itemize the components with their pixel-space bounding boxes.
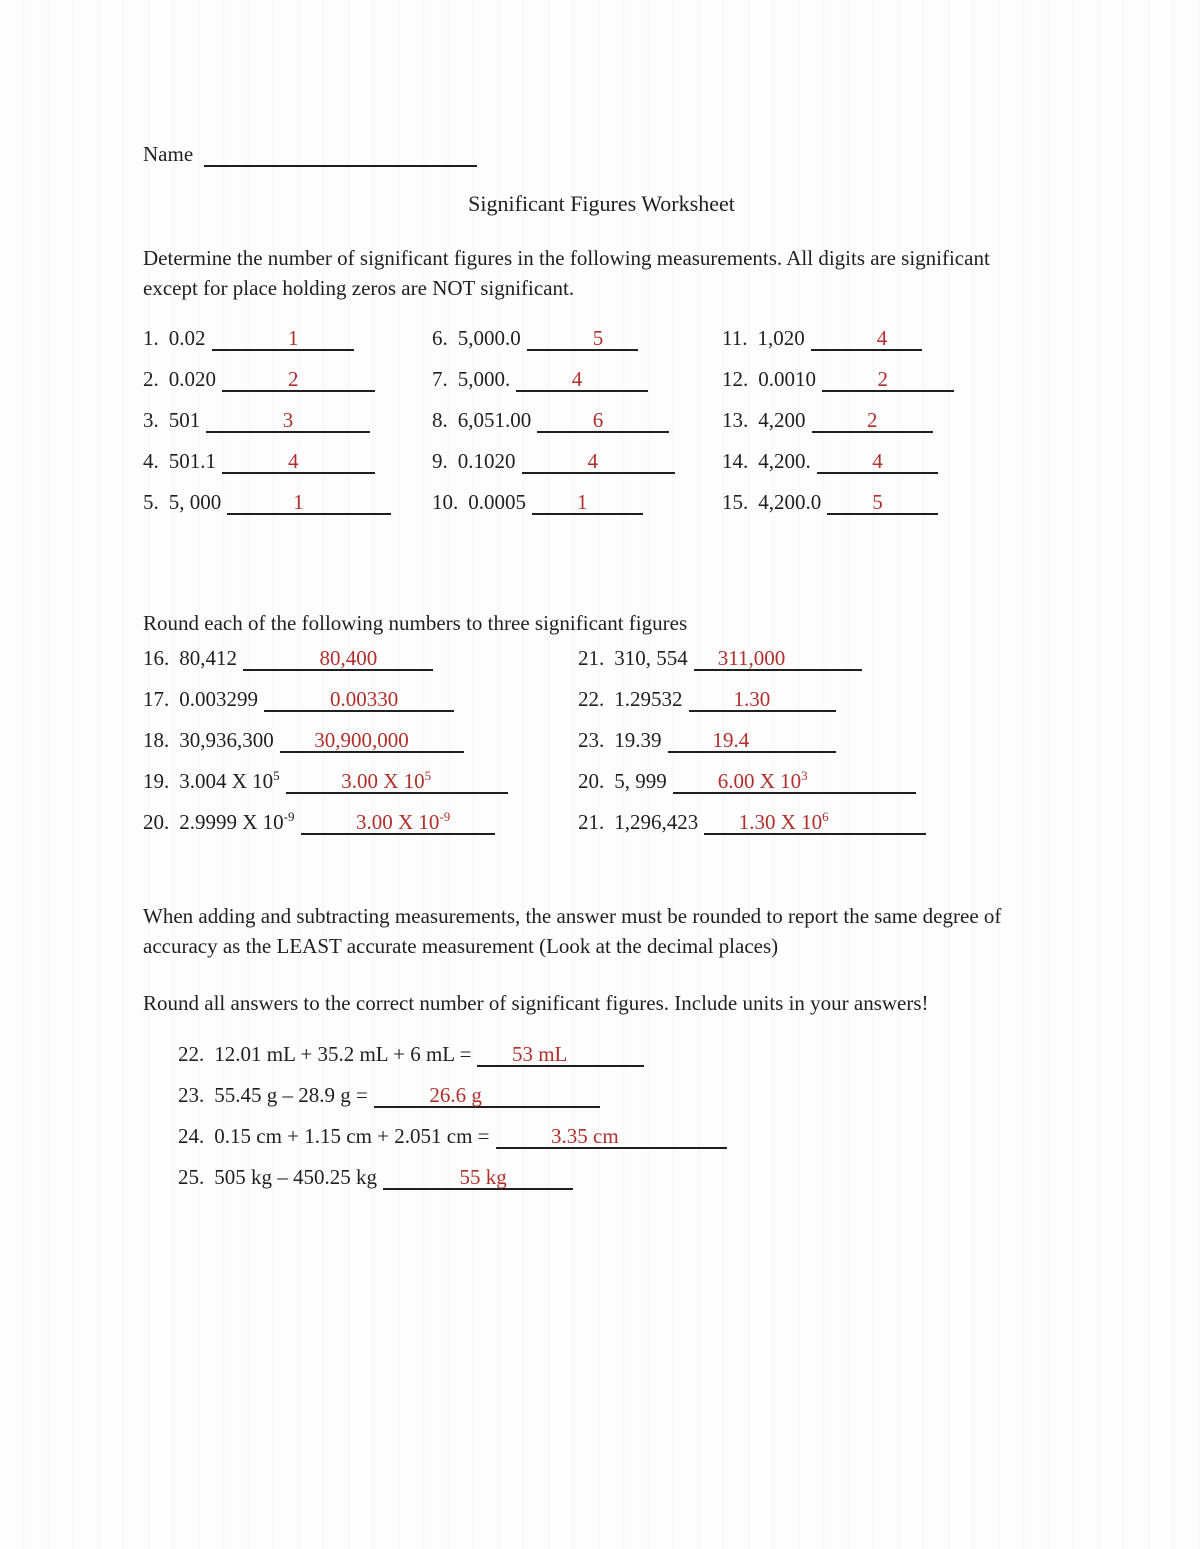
answer-blank	[532, 491, 643, 515]
blank-post	[881, 408, 934, 432]
blank-post	[606, 326, 638, 350]
problem-row	[722, 326, 1060, 351]
blank-post	[773, 687, 836, 711]
blank-post	[591, 490, 644, 514]
answer-text: 5	[872, 490, 883, 514]
intro-paragraph: Determine the number of significant figures in the following measurements. All digits are significant except for place holding zeros are NOT significant.	[143, 246, 990, 300]
blank-post	[886, 449, 939, 473]
name-blank-fill	[204, 142, 477, 166]
problem-row	[143, 408, 432, 433]
answer-blank	[827, 491, 938, 515]
answer-text: 6.00 X $10^3$	[717, 768, 808, 793]
problem-value: 0.1020	[457, 449, 516, 473]
problem-number: 8.	[432, 408, 448, 432]
problem-value: 310, 554	[614, 646, 688, 670]
answer-text: 26.6 g	[429, 1083, 482, 1107]
answer-blank	[264, 688, 454, 712]
answer-blank	[668, 729, 837, 753]
problem-row	[722, 490, 1060, 515]
problem-number: 11.	[722, 326, 748, 350]
answer-blank	[689, 688, 837, 712]
problem-value: 0.0005	[468, 490, 526, 514]
problem-number: 18.	[143, 728, 170, 752]
blank-pre	[817, 449, 870, 473]
blank-pre	[222, 449, 285, 473]
answer-blank	[301, 811, 496, 835]
answer-blank	[527, 327, 638, 351]
answer-blank	[496, 1125, 727, 1149]
problem-number: 17.	[143, 687, 170, 711]
blank-pre	[694, 646, 715, 670]
problem-value: 501	[168, 408, 201, 432]
answer-text: 1	[288, 326, 299, 350]
problem-number: 15.	[722, 490, 749, 514]
problem-value: 5, 999	[614, 769, 667, 793]
problem-value: 501.1	[168, 449, 216, 473]
answer-blank	[812, 409, 934, 433]
problem-value: 5,000.0	[457, 326, 521, 350]
problem-number: 12.	[722, 367, 749, 391]
answer-blank	[522, 450, 675, 474]
problem-row	[722, 408, 1060, 433]
problem-row	[578, 810, 1060, 835]
blank-pre	[264, 687, 327, 711]
blank-post	[510, 1165, 573, 1189]
answer-text: 311,000	[717, 646, 786, 670]
answer-text: 19.4	[712, 728, 750, 752]
answer-text: 53 mL	[511, 1042, 568, 1066]
blank-pre	[212, 326, 286, 350]
answer-text: 3.35 cm	[551, 1124, 619, 1148]
problem-value: 1,020	[757, 326, 805, 350]
problem-number: 16.	[143, 646, 170, 670]
blank-pre	[522, 449, 585, 473]
answer-blank	[222, 450, 375, 474]
problem-number: 1.	[143, 326, 159, 350]
blank-post	[622, 1124, 727, 1148]
problem-value: 3.004 X $10^5$	[179, 768, 280, 793]
problem-value: 6,051.00	[457, 408, 532, 432]
problem-row	[143, 810, 578, 835]
problem-row	[578, 728, 1060, 753]
problem-value: 5, 000	[168, 490, 222, 514]
problem-number: 5.	[143, 490, 159, 514]
answer-text: 3.00 X $10^5$	[341, 768, 432, 793]
blank-pre	[827, 490, 869, 514]
blank-post	[296, 408, 370, 432]
blank-post	[307, 490, 391, 514]
blank-pre	[286, 769, 339, 793]
problem-row	[432, 408, 722, 433]
blank-pre	[811, 326, 874, 350]
answer-text: 6	[592, 408, 604, 432]
round-answers-note: Round all answers to the correct number of significant figures. Include units in your answers!	[143, 991, 929, 1015]
answer-blank	[817, 450, 939, 474]
blank-pre	[537, 408, 590, 432]
rounding-section-heading: Round each of the following numbers to three significant figures	[143, 611, 688, 635]
answer-blank	[227, 491, 391, 515]
answer-text: 3	[282, 408, 294, 432]
problem-value: 0.020	[168, 367, 216, 391]
problem-row	[143, 326, 432, 351]
answer-blank	[206, 409, 370, 433]
problem-value: 80,412	[179, 646, 237, 670]
answer-text: 4	[587, 449, 598, 473]
blank-pre	[527, 326, 590, 350]
blank-post	[585, 367, 648, 391]
problems-column	[722, 326, 1060, 531]
problem-value: 0.02	[168, 326, 206, 350]
problem-row	[432, 490, 722, 515]
blank-pre	[477, 1042, 509, 1066]
answer-text: 1.30	[733, 687, 771, 711]
problem-value: 55.45 g – 28.9 g =	[214, 1083, 368, 1107]
answer-blank	[704, 811, 926, 835]
blank-pre	[812, 408, 865, 432]
problem-number: 23.	[178, 1083, 205, 1107]
problem-row	[178, 1083, 1060, 1108]
problem-number: 25.	[178, 1165, 205, 1189]
problem-row	[143, 728, 578, 753]
answer-text: 2	[877, 367, 888, 391]
problem-value: 1,296,423	[614, 810, 699, 834]
blank-pre	[532, 490, 574, 514]
blank-post	[890, 326, 922, 350]
problem-value: 2.9999 X $10^{-9}$	[179, 809, 295, 834]
problem-row	[143, 490, 432, 515]
answer-blank	[516, 368, 648, 392]
blank-post	[485, 1083, 601, 1107]
problem-number: 20.	[578, 769, 605, 793]
problem-value: 5,000.	[457, 367, 511, 391]
blank-post	[302, 449, 376, 473]
problem-number: 9.	[432, 449, 448, 473]
blank-post	[434, 769, 508, 793]
answer-blank	[537, 409, 669, 433]
blank-post	[570, 1042, 644, 1066]
problem-row	[432, 367, 722, 392]
problem-row	[432, 326, 722, 351]
blank-post	[380, 646, 433, 670]
name-blank-line	[204, 143, 477, 167]
answer-text: 4	[571, 367, 583, 391]
problem-value: 0.003299	[179, 687, 258, 711]
answer-text: 4	[876, 326, 888, 350]
blank-pre	[822, 367, 875, 391]
answer-blank	[477, 1043, 643, 1067]
problem-number: 7.	[432, 367, 448, 391]
problem-number: 14.	[722, 449, 749, 473]
blank-post	[832, 810, 927, 834]
blank-pre	[227, 490, 290, 514]
calc-problems-list	[178, 1042, 1060, 1190]
blank-post	[302, 367, 376, 391]
problem-number: 20.	[143, 810, 170, 834]
problem-number: 22.	[178, 1042, 205, 1066]
blank-post	[401, 687, 454, 711]
problem-value: 19.39	[614, 728, 662, 752]
blank-post	[606, 408, 669, 432]
problem-value: 505 kg – 450.25 kg	[214, 1165, 377, 1189]
blank-pre	[374, 1083, 427, 1107]
answer-blank	[212, 327, 355, 351]
problem-row	[178, 1124, 1060, 1149]
answer-blank	[822, 368, 954, 392]
blank-post	[811, 769, 916, 793]
answer-text: 4	[288, 449, 299, 473]
name-field-row	[143, 142, 1060, 167]
addition-subtraction-note: When adding and subtracting measurements, the answer must be rounded to report the same degree of accuracy as the LEAST accurate measurement (Look at the decimal places)	[143, 904, 1002, 958]
answer-text: 1	[577, 490, 588, 514]
problem-row	[432, 449, 722, 474]
problem-number: 21.	[578, 810, 605, 834]
answer-text: 3.00 X $10^{-9}$	[356, 809, 451, 834]
problem-number: 22.	[578, 687, 605, 711]
blank-post	[412, 728, 465, 752]
blank-pre	[496, 1124, 549, 1148]
problem-number: 21.	[578, 646, 605, 670]
problem-number: 6.	[432, 326, 448, 350]
blank-post	[601, 449, 675, 473]
problem-number: 19.	[143, 769, 170, 793]
answer-text: 2	[867, 408, 878, 432]
problem-row	[143, 449, 432, 474]
answer-text: 30,900,000	[314, 728, 409, 752]
problem-number: 24.	[178, 1124, 205, 1148]
sigfig-problems-grid	[143, 326, 1060, 531]
blank-pre	[206, 408, 280, 432]
blank-pre	[301, 810, 354, 834]
problems-column	[432, 326, 722, 531]
problems-column	[143, 326, 432, 531]
blank-post	[752, 728, 836, 752]
answer-text: 1	[293, 490, 304, 514]
blank-pre	[383, 1165, 457, 1189]
blank-pre	[689, 687, 731, 711]
problem-value: 1.29532	[614, 687, 683, 711]
answer-blank	[811, 327, 922, 351]
name-label: Name	[143, 142, 194, 166]
problem-value: 4,200	[758, 408, 806, 432]
problem-number: 4.	[143, 449, 159, 473]
problem-row	[143, 367, 432, 392]
problem-value: 12.01 mL + 35.2 mL + 6 mL =	[214, 1042, 472, 1066]
answer-text: 1.30 X $10^6$	[738, 809, 829, 834]
problem-number: 10.	[432, 490, 459, 514]
problem-value: 4,200.	[758, 449, 811, 473]
problems-column	[143, 646, 578, 851]
problem-number: 2.	[143, 367, 159, 391]
blank-pre	[222, 367, 285, 391]
answer-text: 55 kg	[459, 1165, 507, 1189]
problem-number: 13.	[722, 408, 749, 432]
problem-value: 0.15 cm + 1.15 cm + 2.051 cm =	[214, 1124, 490, 1148]
answer-text: 0.00330	[330, 687, 399, 711]
rounding-problems-grid	[143, 646, 1060, 851]
problem-value: 0.0010	[758, 367, 816, 391]
blank-pre	[516, 367, 569, 391]
page-title: Significant Figures Worksheet	[468, 191, 735, 216]
answer-blank	[673, 770, 916, 794]
answer-text: 80,400	[319, 646, 378, 670]
answer-blank	[374, 1084, 601, 1108]
problem-value: 30,936,300	[179, 728, 274, 752]
answer-text: 5	[592, 326, 604, 350]
answer-blank	[694, 647, 862, 671]
answer-text: 2	[288, 367, 299, 391]
answer-blank	[280, 729, 465, 753]
problem-number: 3.	[143, 408, 159, 432]
blank-post	[302, 326, 355, 350]
blank-post	[788, 646, 862, 670]
answer-blank	[383, 1166, 573, 1190]
answer-blank	[286, 770, 508, 794]
problem-row	[578, 646, 1060, 671]
problem-number: 23.	[578, 728, 605, 752]
blank-post	[886, 490, 939, 514]
problem-row	[722, 449, 1060, 474]
problem-row	[722, 367, 1060, 392]
problem-row	[143, 646, 578, 671]
problem-row	[178, 1042, 1060, 1067]
problem-value: 4,200.0	[758, 490, 822, 514]
blank-pre	[668, 728, 710, 752]
problem-row	[578, 687, 1060, 712]
problem-row	[143, 769, 578, 794]
problem-row	[143, 687, 578, 712]
problems-column	[578, 646, 1060, 851]
problem-row	[578, 769, 1060, 794]
blank-post	[891, 367, 954, 391]
blank-pre	[673, 769, 715, 793]
answer-blank	[222, 368, 375, 392]
blank-pre	[243, 646, 317, 670]
problem-row	[178, 1165, 1060, 1190]
answer-blank	[243, 647, 433, 671]
blank-pre	[704, 810, 736, 834]
answer-text: 4	[872, 449, 883, 473]
blank-pre	[280, 728, 312, 752]
blank-post	[453, 810, 495, 834]
